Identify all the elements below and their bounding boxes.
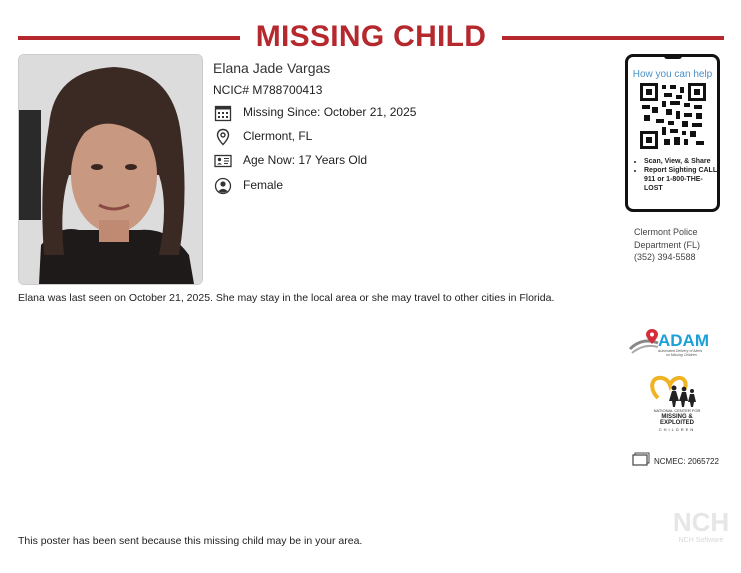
header-rule-right [502,36,724,40]
help-phone-card [625,54,720,212]
ncmec-logo-line2: MISSING & [661,414,693,420]
ncmec-logo-line4: CHILDREN [658,427,696,432]
missing-since-row [213,103,417,123]
ncic-number: NCIC# M788700413 [213,83,323,97]
person-icon [213,176,233,196]
adam-logo [628,325,720,361]
child-name: Elana Jade Vargas [213,60,331,76]
age-text: Age Now: 17 Years Old [243,153,368,167]
help-heading: How you can help [632,69,713,80]
agency-name-line1: Clermont Police [634,227,698,237]
case-folder-icon [632,452,650,471]
phone-notch [664,56,682,59]
agency-name-line2: Department (FL) [634,239,701,250]
ncmec-logo-line3: EXPLOITED [659,420,695,426]
case-description: Elana was last seen on October 21, 2025. She may stay in the local area or she may travel to other cities in Florida. [18,292,555,304]
calendar-icon [213,103,233,123]
ncmec-logo [644,374,710,434]
adam-logo-sub2: on Missing Children [666,353,697,357]
adam-logo-word: ADAM [658,331,709,350]
help-bullets [632,157,718,193]
header-rule-left [18,36,240,40]
help-bullet-report: • Report Sighting CALL 911 or 1-800-THE-LOST [644,166,718,193]
page-title: MISSING CHILD [255,20,487,53]
ncmec-logo-line1: NATIONAL CENTER FOR [653,408,701,413]
nch-watermark-sub: NCH Software [678,537,724,544]
nch-software-watermark [672,505,730,545]
child-photo [18,54,203,285]
age-row [213,151,368,171]
ncmec-case-number [632,452,719,471]
nch-watermark-word: NCH [672,507,730,537]
help-bullet-scan: • Scan, View, & Share [644,157,718,166]
poster-footer: This poster has been sent because this missing child may be in your area. [18,535,363,547]
id-card-icon [213,151,233,171]
location-text: Clermont, FL [243,129,313,143]
map-pin-icon [213,127,233,147]
missing-since-text: Missing Since: October 21, 2025 [243,105,417,119]
agency-contact [634,226,700,264]
location-row [213,127,313,147]
qr-code[interactable] [640,83,706,149]
ncmec-case-text: NCMEC: 2065722 [654,457,719,466]
agency-phone: (352) 394-5588 [634,252,696,262]
adam-logo-sub1: Automated Delivery of Alerts [658,349,703,353]
sex-row [213,176,284,196]
sex-text: Female [243,178,284,192]
